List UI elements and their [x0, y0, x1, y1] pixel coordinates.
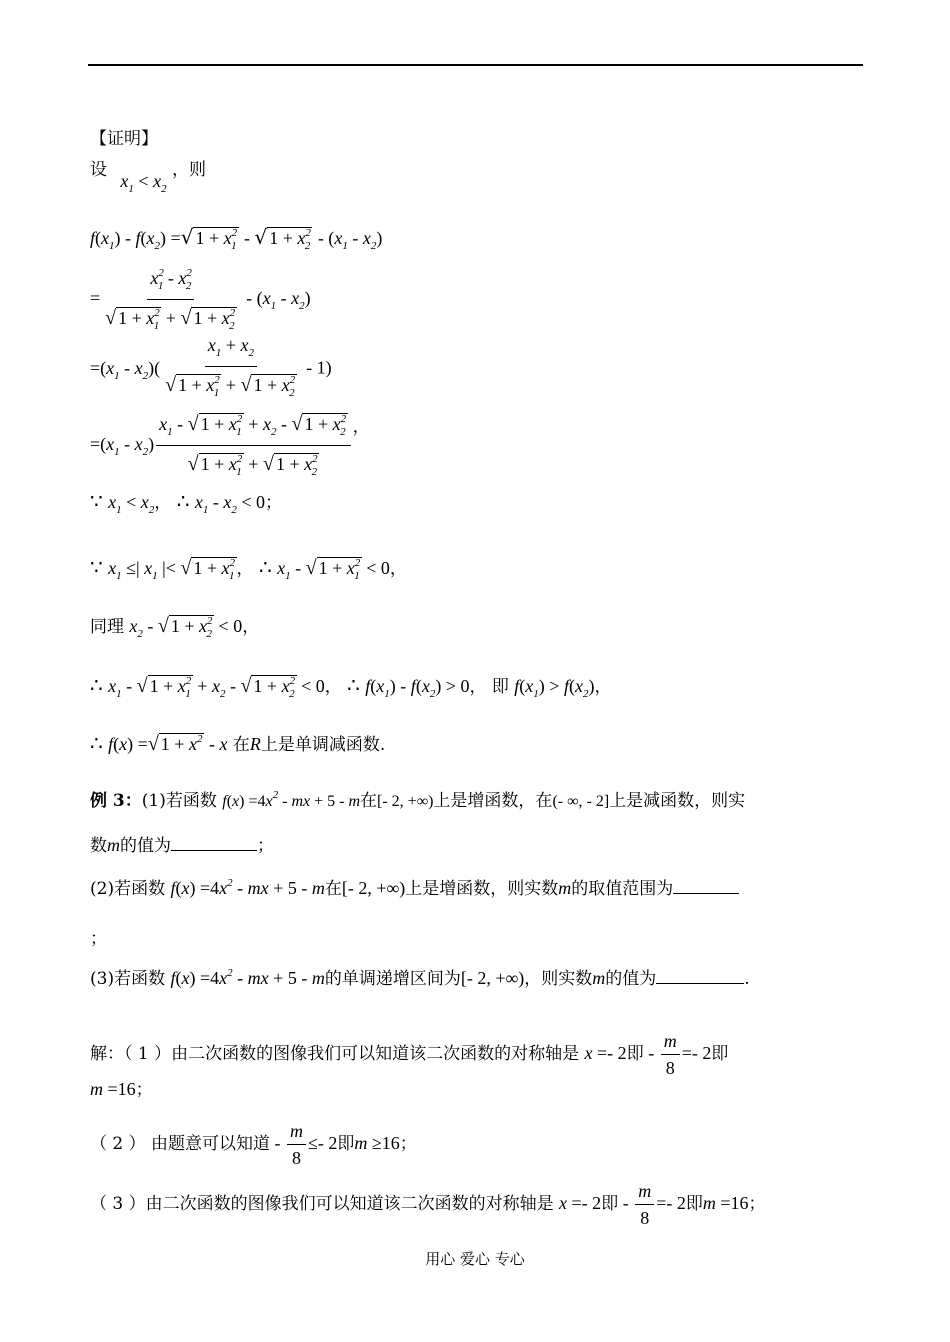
proof-step-1: $f(x_1) - f(x_2)$ =√ $1 + x^2_1$ - √ $1 + x^2_2 - (x_1 - x_2)$ [90, 225, 383, 252]
example-3-part-2: (2)若函数 $f(x) =4x^2$ - mx + 5 - m在[- 2, +∞)上是增函数，则实数m的取值范围为 [90, 872, 739, 900]
proof-step-3: $=(x_1 - x_2)$( $\frac{x_1 + x_2}{√ 1 + x^2_1 + √ 1 + x^2_2}$ - 1) [90, 335, 332, 399]
example-3-part-2-end: ； [90, 929, 107, 949]
proof-step-5: ∵ $x_1 < x_2$， ∴ $x_1 - x_2 < 0$； [90, 489, 282, 516]
proof-step-8: ∴ $x_1$ - √ $1 + x^2_1 + x_2$ - √ $1 + x^2_2 < 0$， ∴ $f(x_1) - f(x_2) > 0$， 即 $f(x_1) > f(x_2)$， [90, 673, 612, 700]
proof-step-6: ∵ $x_1$ ≤| $x_1$ |< √ $1 + x^2_1$ ， ∴ $x_1$ - √ $1 + x^2_1 < 0$， [90, 555, 407, 582]
page-footer: 用心 爱心 专心 [425, 1250, 525, 1268]
solution-part-1: 解：（ 1 ）由二次函数的图像我们可以知道该二次函数的对称轴是 x =- 2即 - $\frac{m}{8}$ =- 2即 [90, 1031, 729, 1078]
proof-step-4: $=(x_1 - x_2)$ $\frac{x_1 - √ 1 + x^2_1 + x_2 - √ 1 + x^2_2}{√ 1 + x^2_1 + √ 1 + x^2_2}$ ， [90, 408, 370, 483]
solution-part-2: （ 2 ） 由题意可以知道 - $\frac{m}{8}$ ≤- 2即m ≥16； [90, 1121, 417, 1168]
proof-heading: 【证明】 [90, 129, 158, 149]
solution-part-1-cont: m =16； [90, 1079, 153, 1100]
example-3-part-3: (3)若函数 $f(x) =4x^2$ - mx + 5 - m的单调递增区间为[- 2, +∞)，则实数m的值为 . [90, 967, 750, 989]
solution-part-3: （ 3 ）由二次函数的图像我们可以知道该二次函数的对称轴是 x =- 2即 - $\frac{m}{8}$ =- 2即m =16； [90, 1181, 766, 1228]
proof-setup: 设 $x_1 < x_2$ ，则 [90, 160, 206, 195]
header-rule [88, 64, 863, 66]
proof-conclusion: ∴ f(x) =√ $1 + x^2 - x$ 在R上是单调减函数. [90, 731, 386, 755]
proof-step-7: 同理 $x_2$ - √ $1 + x^2_2 < 0$， [90, 615, 260, 640]
example-3-part-1-cont: 数m的值为 ； [90, 835, 274, 856]
proof-step-2: = $\frac{x^2_1 - x^2_2}{√ 1 + x^2_1 + √ 1 + x^2_2}$ - $(x_1 - x_2)$ [90, 262, 311, 337]
example-3-part-1: 例 3：(1)若函数 $f(x) =4x^2$ - mx + 5 - m在[- 2, +∞)上是增函数，在(- ∞, - 2]上是减函数，则实 [90, 789, 746, 811]
